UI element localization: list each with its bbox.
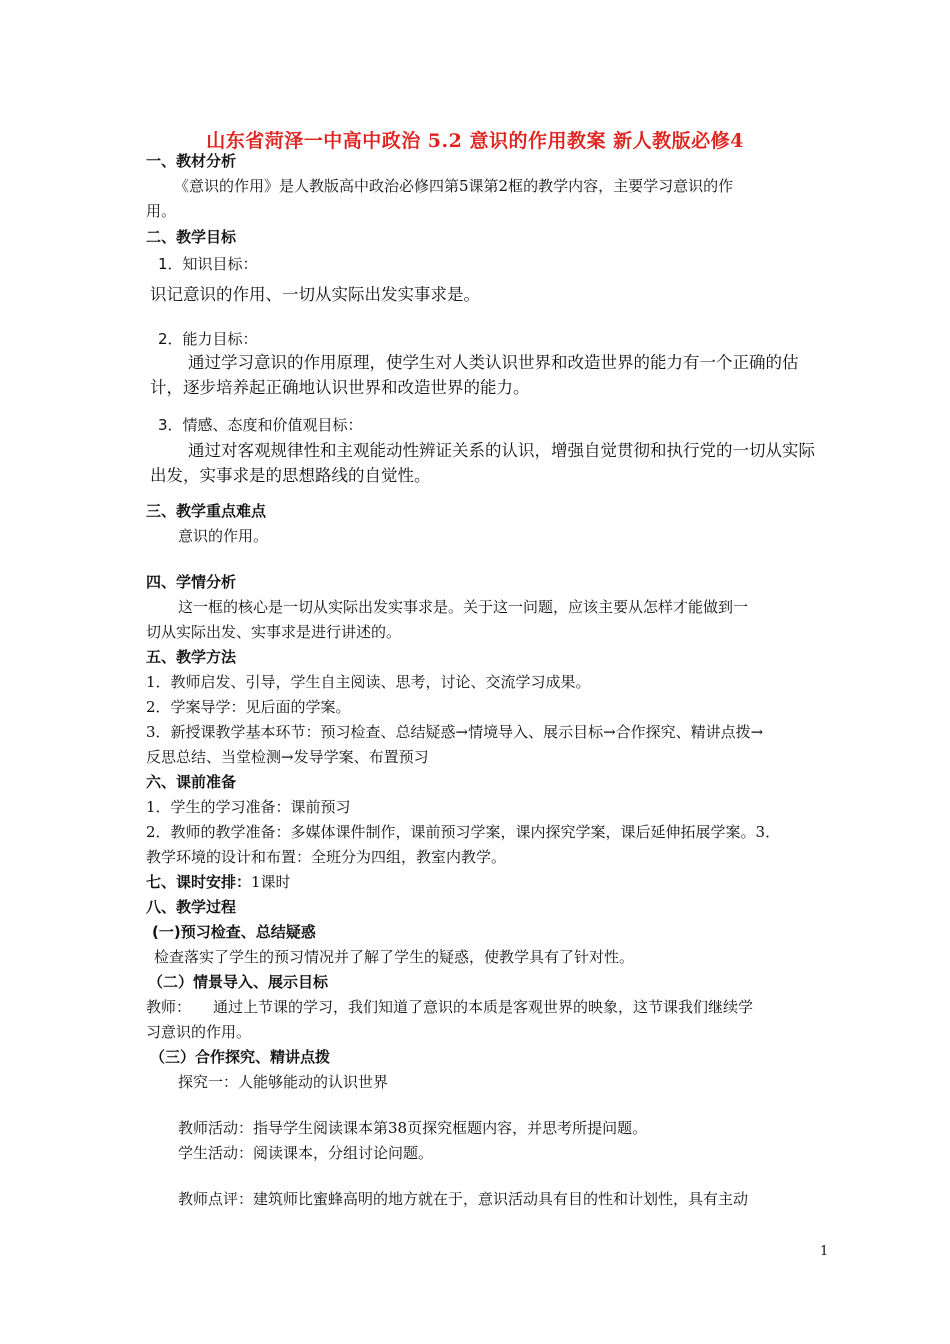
paragraph-line	[146, 996, 753, 1018]
paragraph-line: 检查落实了学生的预习情况并了解了学生的疑惑，使教学具有了针对性。	[154, 948, 635, 966]
paragraph-line: 习意识的作用。	[146, 1023, 252, 1041]
paragraph-line: 探究一：人能够能动的认识世界	[178, 1073, 389, 1091]
paragraph-line: 《意识的作用》是人教版高中政治必修四第5课第2框的教学内容，主要学习意识的作	[174, 177, 734, 195]
paragraph-line: 教师活动：指导学生阅读课本第38页探究框题内容，并思考所提问题。	[178, 1119, 648, 1137]
sub-heading: （二）情景导入、展示目标	[148, 973, 329, 991]
paragraph-line: 切从实际出发、实事求是进行讲述的。	[146, 623, 402, 641]
paragraph-line: 1．学生的学习准备：课前预习	[146, 798, 351, 816]
paragraph-line: 识记意识的作用、一切从实际出发实事求是。	[150, 285, 480, 304]
sub-heading: （三）合作探究、精讲点拨	[150, 1048, 331, 1066]
paragraph-line: 意识的作用。	[178, 527, 269, 545]
paragraph-line: 通过学习意识的作用原理，使学生对人类认识世界和改造世界的能力有一个正确的估	[188, 353, 799, 372]
section-heading: 三、教学重点难点	[146, 502, 267, 520]
section-heading: 八、教学过程	[146, 898, 237, 916]
section-heading: 二、教学目标	[146, 228, 237, 246]
sub-heading: 3．情感、态度和价值观目标：	[158, 416, 363, 434]
paragraph-line: 2．教师的教学准备：多媒体课件制作，课前预习学案，课内探究学案，课后延伸拓展学案。3．	[146, 823, 781, 841]
section-heading: 七、课时安排：	[146, 873, 252, 891]
paragraph-line: 2．学案导学：见后面的学案。	[146, 698, 351, 716]
section-heading: 一、教材分析	[146, 152, 237, 170]
section-heading: 四、学情分析	[146, 573, 237, 591]
sub-heading: 2．能力目标：	[158, 330, 258, 348]
paragraph-line: 这一框的核心是一切从实际出发实事求是。关于这一问题，应该主要从怎样才能做到一	[178, 598, 749, 616]
page-number: 1	[820, 1244, 829, 1259]
paragraph-line: 教学环境的设计和布置：全班分为四组，教室内教学。	[146, 848, 507, 866]
paragraph-line: 用。	[146, 202, 177, 220]
sub-heading: (一)预习检查、总结疑惑	[152, 923, 316, 941]
lesson-hours: 1课时	[251, 873, 291, 891]
paragraph-line: 3．新授课教学基本环节：预习检查、总结疑惑→情境导入、展示目标→合作探究、精讲点拨→	[146, 723, 764, 741]
paragraph-line: 1．教师启发、引导，学生自主阅读、思考，讨论、交流学习成果。	[146, 673, 591, 691]
paragraph-line: 通过对客观规律性和主观能动性辨证关系的认识，增强自觉贯彻和执行党的一切从实际	[188, 441, 815, 460]
section-heading: 五、教学方法	[146, 648, 237, 666]
paragraph-line: 出发，实事求是的思想路线的自觉性。	[150, 466, 431, 485]
paragraph-line: 教师点评：建筑师比蜜蜂高明的地方就在于，意识活动具有目的性和计划性，具有主动	[178, 1190, 749, 1208]
section-heading-with-value	[146, 871, 291, 893]
sub-heading: 1．知识目标：	[158, 255, 258, 273]
paragraph-line: 反思总结、当堂检测→发导学案、布置预习	[146, 748, 429, 766]
teacher-text: 通过上节课的学习，我们知道了意识的本质是客观世界的映象，这节课我们继续学	[213, 998, 754, 1016]
document-title: 山东省菏泽一中高中政治 5.2 意识的作用教案 新人教版必修4	[206, 130, 744, 152]
paragraph-line: 学生活动：阅读课本，分组讨论问题。	[178, 1144, 434, 1162]
section-heading: 六、课前准备	[146, 773, 237, 791]
paragraph-line: 计，逐步培养起正确地认识世界和改造世界的能力。	[150, 378, 530, 397]
teacher-label: 教师：	[146, 998, 192, 1016]
